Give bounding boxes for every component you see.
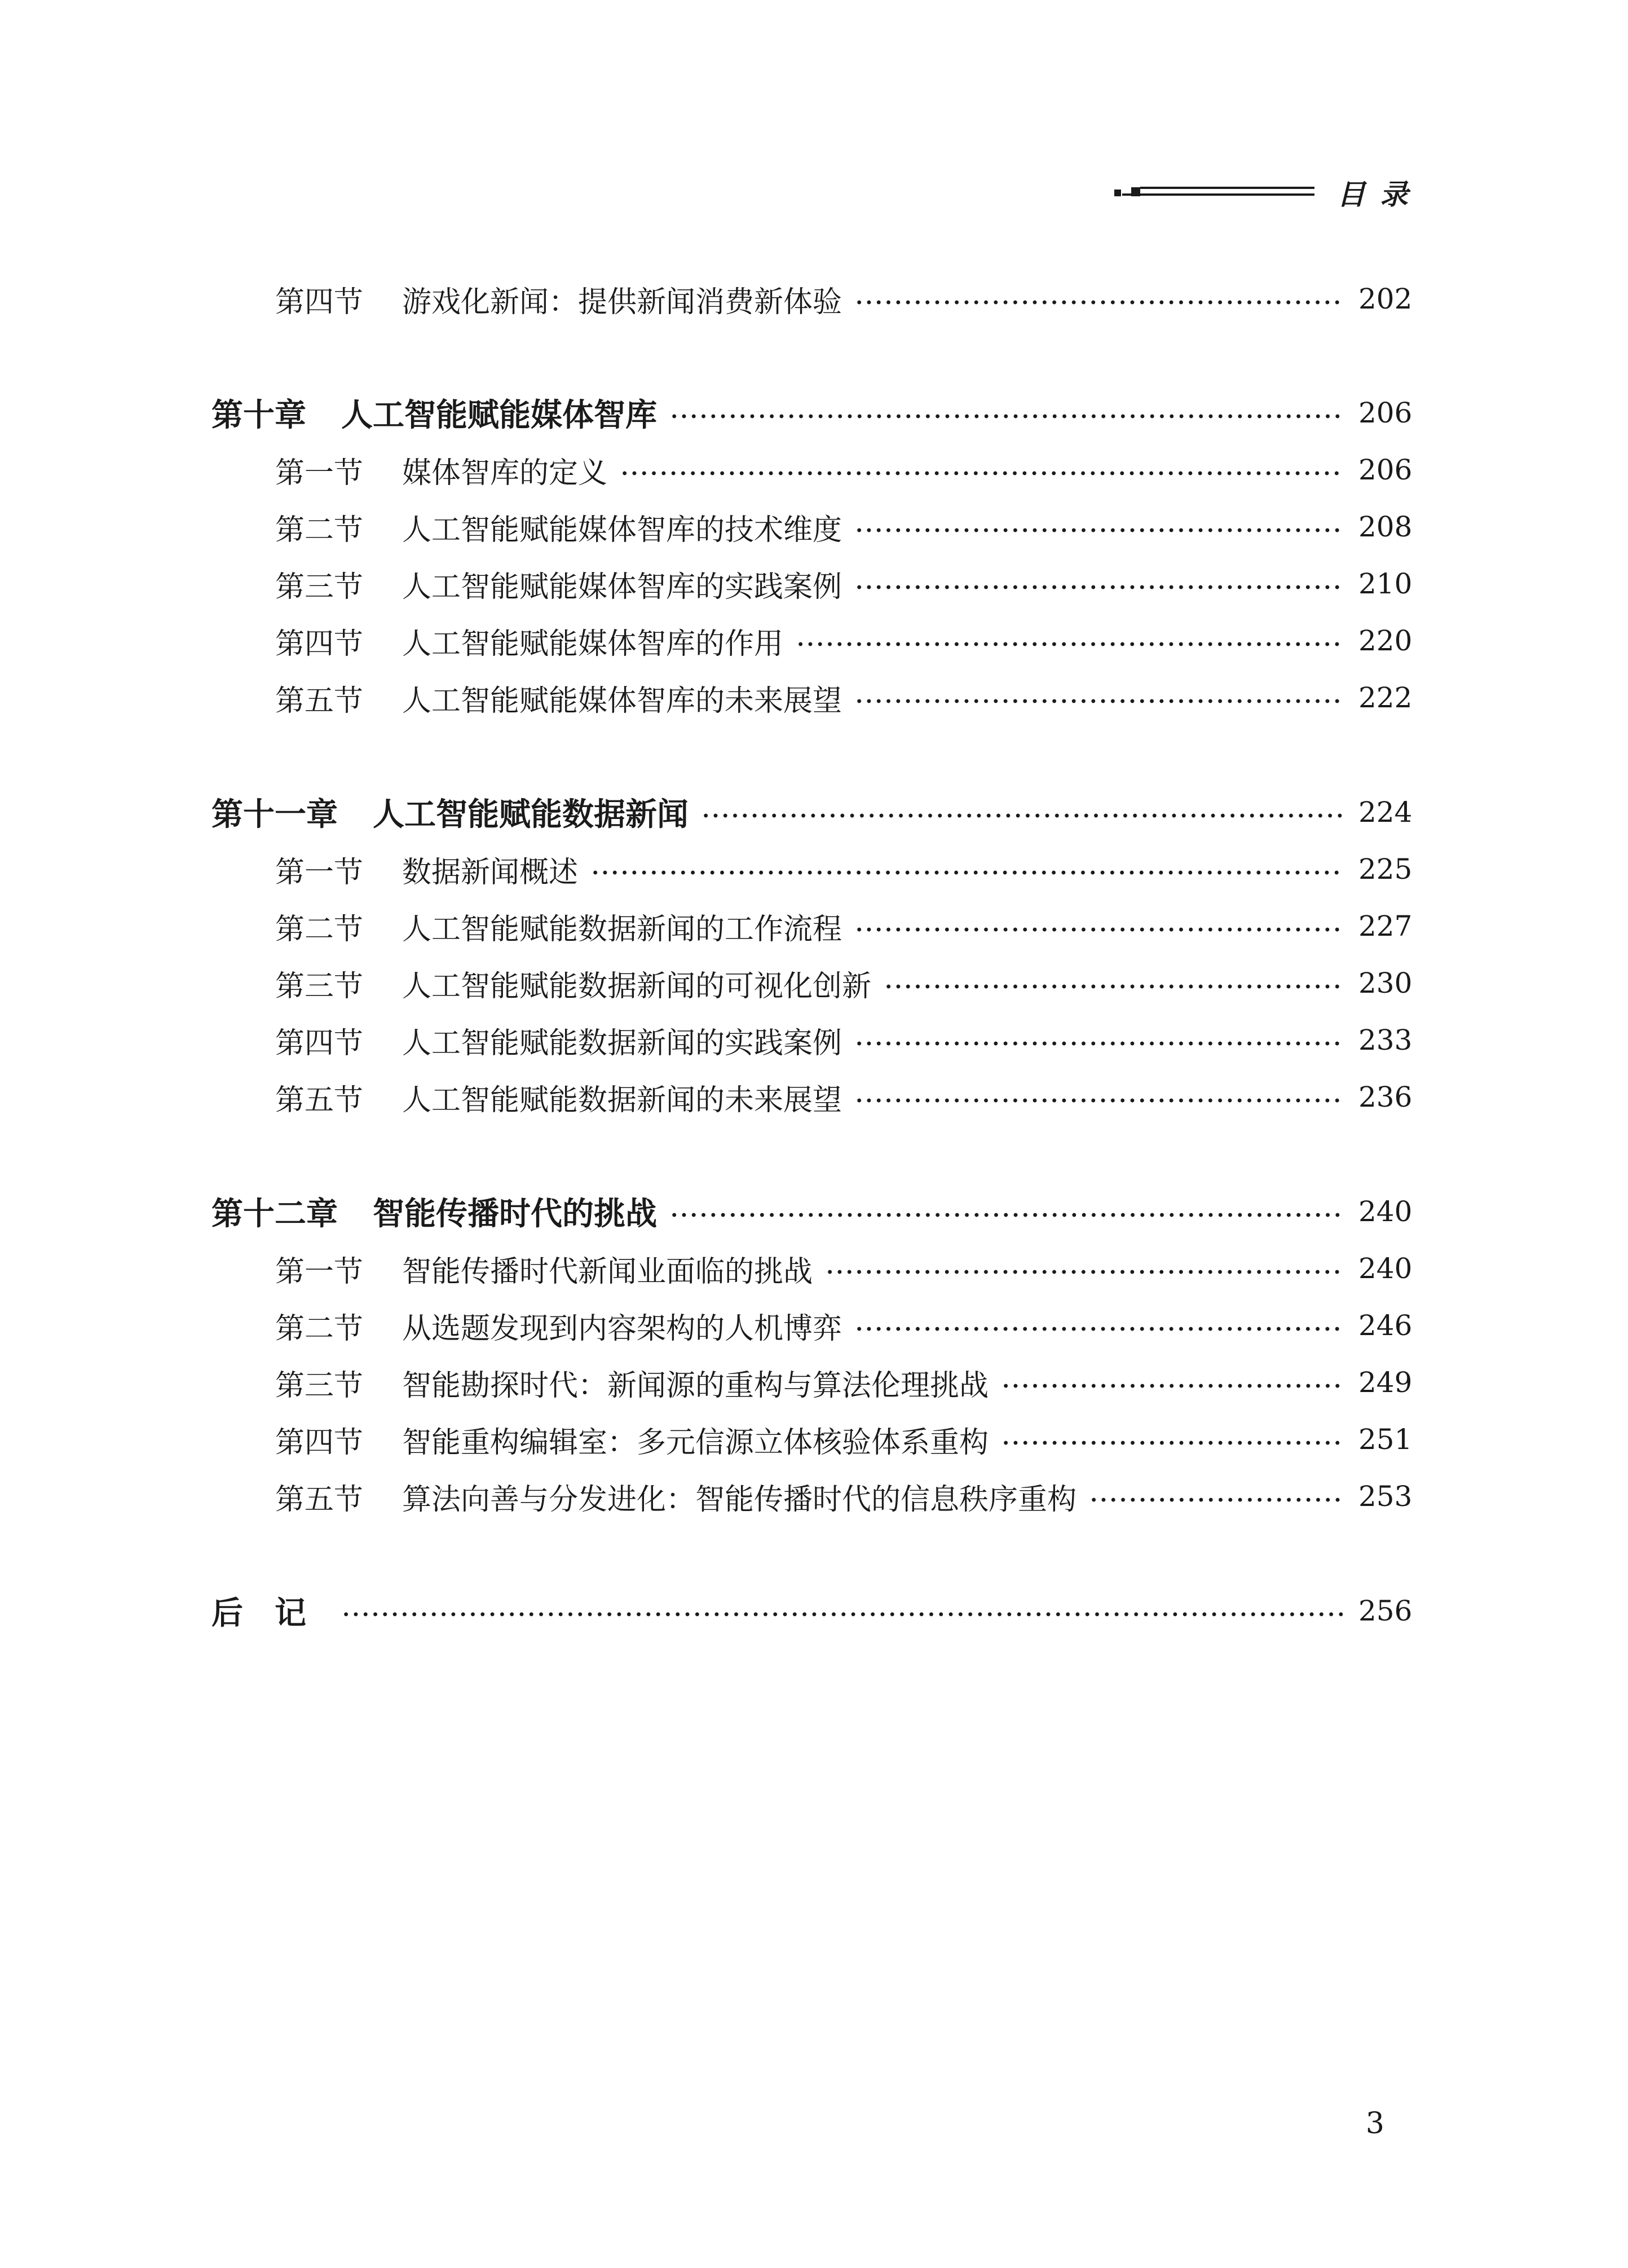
toc-entry-section[interactable] (275, 1246, 1413, 1291)
ornament-rule (1122, 193, 1314, 196)
page-ref: 253 (1358, 1480, 1413, 1513)
header-ornament (1114, 181, 1314, 204)
section-title: 游戏化新闻：提供新闻消费新体验 (402, 285, 842, 319)
section-title: 人工智能赋能媒体智库的实践案例 (402, 570, 842, 604)
page-ref: 233 (1358, 1024, 1413, 1056)
toc-entry-section[interactable] (275, 1074, 1413, 1120)
page-ref: 240 (1358, 1252, 1413, 1285)
toc-entry-chapter[interactable] (211, 790, 1413, 835)
toc-entry-section[interactable] (275, 504, 1413, 549)
dot-leader (854, 1327, 1343, 1331)
page-ref: 224 (1358, 796, 1413, 829)
dot-leader (854, 528, 1343, 532)
page-ref: 202 (1358, 283, 1413, 315)
section-title: 智能勘探时代：新闻源的重构与算法伦理挑战 (402, 1368, 989, 1403)
section-title: 媒体智库的定义 (402, 456, 608, 490)
section-label: 第二节 (275, 912, 364, 946)
toc-entry-section[interactable] (275, 675, 1413, 720)
page-ref: 256 (1358, 1595, 1413, 1627)
section-label: 第四节 (275, 627, 364, 661)
dot-leader (825, 1270, 1343, 1274)
page-ref: 236 (1358, 1081, 1413, 1113)
dot-leader (796, 642, 1343, 646)
section-title: 人工智能赋能数据新闻的实践案例 (402, 1026, 842, 1060)
toc-entry-section[interactable] (275, 1474, 1413, 1519)
section-title: 人工智能赋能媒体智库的技术维度 (402, 513, 842, 547)
page-ref: 225 (1358, 853, 1413, 886)
toc-entry-section[interactable] (275, 904, 1413, 949)
chapter-label: 第十二章 (211, 1195, 338, 1232)
toc-entry-section[interactable] (275, 1018, 1413, 1063)
toc-entry-section[interactable] (275, 447, 1413, 492)
section-title: 人工智能赋能数据新闻的工作流程 (402, 912, 842, 946)
toc-entry-chapter[interactable] (211, 390, 1413, 435)
section-label: 第二节 (275, 1311, 364, 1346)
page-ref: 210 (1358, 567, 1413, 600)
page-ref: 230 (1358, 967, 1413, 999)
section-title: 人工智能赋能数据新闻的未来展望 (402, 1083, 842, 1117)
section-title: 人工智能赋能数据新闻的可视化创新 (402, 969, 872, 1003)
page-ref: 251 (1358, 1423, 1413, 1456)
section-label: 第一节 (275, 855, 364, 889)
section-label: 第五节 (275, 1083, 364, 1117)
section-title: 人工智能赋能媒体智库的作用 (402, 627, 784, 661)
toc-entry-section[interactable] (275, 276, 1413, 322)
section-label: 第五节 (275, 1482, 364, 1517)
chapter-title: 人工智能赋能媒体智库 (341, 397, 657, 434)
section-label: 第四节 (275, 285, 364, 319)
chapter-title: 智能传播时代的挑战 (373, 1195, 657, 1232)
section-title: 智能传播时代新闻业面临的挑战 (402, 1254, 813, 1289)
section-title: 人工智能赋能媒体智库的未来展望 (402, 684, 842, 718)
dot-leader (590, 870, 1343, 875)
dot-leader (1089, 1498, 1343, 1502)
page-ref: 249 (1358, 1366, 1413, 1399)
section-label: 第三节 (275, 570, 364, 604)
section-title: 从选题发现到内容架构的人机博弈 (402, 1311, 842, 1346)
toc-entry-chapter[interactable] (211, 1189, 1413, 1234)
dot-leader (854, 927, 1343, 932)
toc-entry-afterword[interactable] (211, 1588, 1413, 1633)
section-title: 数据新闻概述 (402, 855, 579, 889)
section-label: 第四节 (275, 1026, 364, 1060)
section-label: 第五节 (275, 684, 364, 718)
running-header (1114, 167, 1423, 218)
dot-leader (854, 1041, 1343, 1046)
dot-leader (854, 699, 1343, 703)
dot-leader (1001, 1441, 1343, 1445)
dot-leader (854, 585, 1343, 589)
chapter-title: 人工智能赋能数据新闻 (373, 796, 689, 833)
section-label: 第三节 (275, 969, 364, 1003)
section-title: 智能重构编辑室：多元信源立体核验体系重构 (402, 1425, 989, 1460)
chapter-label: 第十一章 (211, 796, 338, 833)
section-label: 第一节 (275, 456, 364, 490)
page-ref: 206 (1358, 453, 1413, 486)
toc-entry-section[interactable] (275, 561, 1413, 606)
section-label: 第一节 (275, 1254, 364, 1289)
page-ref: 220 (1358, 624, 1413, 657)
section-label: 第三节 (275, 1368, 364, 1403)
afterword-label: 后记 (211, 1595, 338, 1632)
toc-entry-section[interactable] (275, 1303, 1413, 1348)
chapter-label: 第十章 (211, 397, 306, 434)
toc-entry-section[interactable] (275, 961, 1413, 1006)
dot-leader (701, 813, 1343, 818)
dot-leader (854, 1098, 1343, 1103)
dot-leader (669, 1213, 1343, 1217)
ornament-square (1114, 190, 1121, 196)
toc-entry-section[interactable] (275, 1417, 1413, 1462)
dot-leader (341, 1612, 1343, 1617)
toc-entry-section[interactable] (275, 847, 1413, 892)
toc-entry-section[interactable] (275, 1360, 1413, 1405)
page-number: 3 (1365, 2107, 1384, 2141)
dot-leader (620, 471, 1343, 475)
page-ref: 222 (1358, 681, 1413, 714)
section-label: 第四节 (275, 1425, 364, 1460)
dot-leader (669, 414, 1343, 419)
page-ref: 240 (1358, 1195, 1413, 1228)
dot-leader (1001, 1384, 1343, 1388)
section-title: 算法向善与分发进化：智能传播时代的信息秩序重构 (402, 1482, 1077, 1517)
toc-entry-section[interactable] (275, 618, 1413, 663)
page-ref: 208 (1358, 510, 1413, 543)
page-ref: 246 (1358, 1309, 1413, 1342)
page-ref: 206 (1358, 397, 1413, 429)
dot-leader (854, 300, 1343, 305)
running-header-title: 目录 (1337, 178, 1423, 211)
section-label: 第二节 (275, 513, 364, 547)
page-ref: 227 (1358, 910, 1413, 943)
dot-leader (884, 984, 1343, 989)
ornament-rule (1140, 187, 1314, 189)
